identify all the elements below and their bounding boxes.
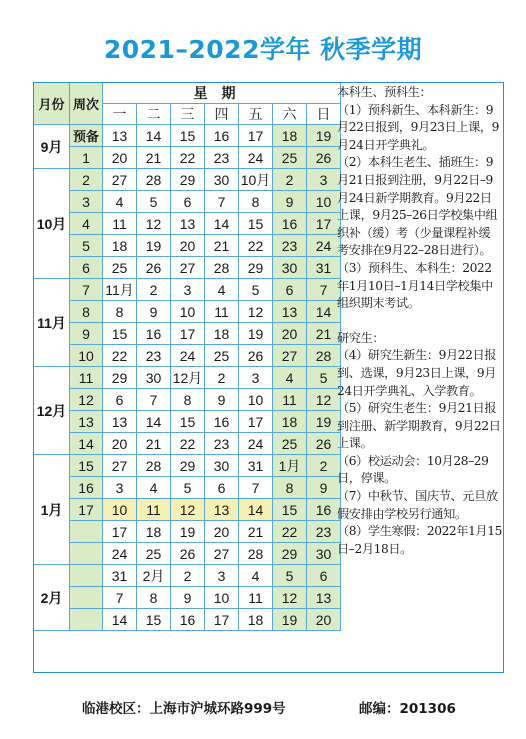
week-number: 17 bbox=[70, 499, 103, 521]
date-cell: 13 bbox=[205, 499, 239, 521]
date-cell: 12 bbox=[239, 301, 273, 323]
date-cell: 15 bbox=[137, 609, 171, 631]
date-cell: 19 bbox=[171, 521, 205, 543]
date-cell: 22 bbox=[239, 235, 273, 257]
date-cell: 25 bbox=[205, 345, 239, 367]
date-cell: 6 bbox=[205, 477, 239, 499]
date-cell: 9 bbox=[273, 191, 307, 213]
date-cell: 28 bbox=[205, 257, 239, 279]
date-cell: 17 bbox=[239, 411, 273, 433]
week-number: 5 bbox=[70, 235, 103, 257]
note-1: （1）预科新生、本科新生：9月22日报到，9月23日上课，9月24日开学典礼。 bbox=[337, 102, 499, 152]
date-cell: 27 bbox=[103, 169, 137, 191]
page-title: 2021–2022学年 秋季学期 bbox=[103, 35, 423, 64]
date-cell: 21 bbox=[307, 323, 341, 345]
week-number: 8 bbox=[70, 301, 103, 323]
month-label: 1月 bbox=[34, 455, 70, 565]
date-cell: 26 bbox=[137, 257, 171, 279]
week-number: 预备 bbox=[70, 125, 103, 147]
date-cell: 31 bbox=[307, 257, 341, 279]
date-cell: 8 bbox=[103, 301, 137, 323]
date-cell: 9 bbox=[171, 587, 205, 609]
date-cell: 19 bbox=[307, 411, 341, 433]
date-cell: 5 bbox=[273, 565, 307, 587]
date-cell: 17 bbox=[171, 323, 205, 345]
date-cell: 30 bbox=[137, 367, 171, 389]
date-cell: 11 bbox=[103, 213, 137, 235]
date-cell: 20 bbox=[307, 609, 341, 631]
date-cell: 21 bbox=[137, 433, 171, 455]
date-cell: 4 bbox=[103, 191, 137, 213]
date-cell: 19 bbox=[239, 323, 273, 345]
date-cell: 13 bbox=[273, 301, 307, 323]
date-cell: 11 bbox=[137, 499, 171, 521]
date-cell: 4 bbox=[273, 367, 307, 389]
date-cell: 21 bbox=[137, 147, 171, 169]
date-cell: 15 bbox=[273, 499, 307, 521]
date-cell: 8 bbox=[239, 191, 273, 213]
week-header: 周次 bbox=[70, 83, 103, 125]
date-cell: 13 bbox=[103, 125, 137, 147]
date-cell: 27 bbox=[103, 455, 137, 477]
date-cell: 15 bbox=[171, 125, 205, 147]
month-label: 2月 bbox=[34, 565, 70, 631]
date-cell: 2 bbox=[137, 279, 171, 301]
date-cell: 12月 bbox=[171, 367, 205, 389]
date-cell: 10月 bbox=[239, 169, 273, 191]
month-label: 10月 bbox=[34, 169, 70, 279]
date-cell: 30 bbox=[307, 543, 341, 565]
note-undergrad-head: 本科生、预科生： bbox=[337, 85, 432, 99]
weekday-cell: 一 bbox=[103, 104, 137, 125]
date-cell: 7 bbox=[239, 477, 273, 499]
weekday-cell: 六 bbox=[273, 104, 307, 125]
date-cell: 6 bbox=[103, 389, 137, 411]
date-cell: 9 bbox=[137, 301, 171, 323]
date-cell: 7 bbox=[137, 389, 171, 411]
date-cell: 2 bbox=[171, 565, 205, 587]
date-cell: 19 bbox=[137, 235, 171, 257]
date-cell: 3 bbox=[171, 279, 205, 301]
date-cell: 21 bbox=[239, 521, 273, 543]
note-6: （6）校运动会：10月28–29日，停课。 bbox=[337, 453, 489, 486]
date-cell: 30 bbox=[205, 169, 239, 191]
date-cell: 6 bbox=[307, 565, 341, 587]
date-cell: 10 bbox=[103, 499, 137, 521]
date-cell: 3 bbox=[239, 367, 273, 389]
weekday-cell: 四 bbox=[205, 104, 239, 125]
date-cell: 29 bbox=[239, 257, 273, 279]
date-cell: 7 bbox=[205, 191, 239, 213]
date-cell: 7 bbox=[103, 587, 137, 609]
date-cell: 6 bbox=[171, 191, 205, 213]
date-cell: 13 bbox=[103, 411, 137, 433]
date-cell: 12 bbox=[171, 499, 205, 521]
date-cell: 10 bbox=[307, 191, 341, 213]
note-7: （7）中秋节、国庆节、元旦放假安排由学校另行通知。 bbox=[337, 489, 498, 521]
date-cell: 15 bbox=[239, 213, 273, 235]
date-cell: 24 bbox=[239, 147, 273, 169]
date-cell: 20 bbox=[103, 433, 137, 455]
date-cell: 25 bbox=[273, 433, 307, 455]
date-cell: 17 bbox=[205, 609, 239, 631]
date-cell: 11 bbox=[239, 587, 273, 609]
date-cell: 2月 bbox=[137, 565, 171, 587]
weekday-cell: 日 bbox=[307, 104, 341, 125]
date-cell: 4 bbox=[239, 565, 273, 587]
date-cell: 11 bbox=[205, 301, 239, 323]
date-cell: 9 bbox=[307, 477, 341, 499]
date-cell: 13 bbox=[171, 213, 205, 235]
date-cell: 24 bbox=[103, 543, 137, 565]
note-5: （5）研究生老生：9月21日报到注册、新学期教育，9月22日上课。 bbox=[337, 401, 501, 451]
week-number: 16 bbox=[70, 477, 103, 499]
date-cell: 6 bbox=[273, 279, 307, 301]
date-cell: 27 bbox=[205, 543, 239, 565]
date-cell: 5 bbox=[137, 191, 171, 213]
date-cell: 23 bbox=[205, 433, 239, 455]
date-cell: 11 bbox=[273, 389, 307, 411]
date-cell: 18 bbox=[273, 411, 307, 433]
week-number: 6 bbox=[70, 257, 103, 279]
date-cell: 9 bbox=[205, 389, 239, 411]
week-number: 1 bbox=[70, 147, 103, 169]
note-3: （3）预科生、本科生：2022年1月10日–1月14日学校集中组织期末考试。 bbox=[337, 260, 493, 311]
date-cell: 31 bbox=[239, 455, 273, 477]
notes-panel bbox=[337, 84, 502, 558]
weekday-cell: 三 bbox=[171, 104, 205, 125]
date-cell: 26 bbox=[239, 345, 273, 367]
date-cell: 30 bbox=[205, 455, 239, 477]
date-cell: 22 bbox=[103, 345, 137, 367]
date-cell: 2 bbox=[273, 169, 307, 191]
postcode: 邮编：201306 bbox=[359, 701, 456, 717]
date-cell: 25 bbox=[137, 543, 171, 565]
note-4: （4）研究生新生：9月22日报到、选课，9月23日上课，9月24日开学典礼、入学教育。 bbox=[337, 348, 497, 398]
date-cell: 25 bbox=[103, 257, 137, 279]
week-number: 15 bbox=[70, 455, 103, 477]
date-cell: 5 bbox=[239, 279, 273, 301]
date-cell: 10 bbox=[239, 389, 273, 411]
date-cell: 26 bbox=[307, 433, 341, 455]
weekday-cell: 五 bbox=[239, 104, 273, 125]
date-cell: 5 bbox=[307, 367, 341, 389]
week-number: 10 bbox=[70, 345, 103, 367]
date-cell: 8 bbox=[137, 587, 171, 609]
date-cell: 14 bbox=[307, 301, 341, 323]
week-number: 13 bbox=[70, 411, 103, 433]
month-label: 12月 bbox=[34, 367, 70, 455]
month-header: 月份 bbox=[34, 83, 70, 125]
date-cell: 16 bbox=[273, 213, 307, 235]
campus-address: 临港校区：上海市沪城环路999号 bbox=[82, 701, 286, 717]
week-number: 7 bbox=[70, 279, 103, 301]
date-cell: 23 bbox=[307, 521, 341, 543]
week-number: 9 bbox=[70, 323, 103, 345]
date-cell: 20 bbox=[171, 235, 205, 257]
date-cell: 27 bbox=[273, 345, 307, 367]
week-number: 4 bbox=[70, 213, 103, 235]
date-cell: 28 bbox=[307, 345, 341, 367]
date-cell: 8 bbox=[273, 477, 307, 499]
date-cell: 7 bbox=[307, 279, 341, 301]
date-cell: 5 bbox=[171, 477, 205, 499]
date-cell: 24 bbox=[171, 345, 205, 367]
date-cell: 17 bbox=[239, 125, 273, 147]
date-cell: 17 bbox=[103, 521, 137, 543]
date-cell: 2 bbox=[307, 455, 341, 477]
date-cell: 10 bbox=[171, 301, 205, 323]
date-cell: 23 bbox=[205, 147, 239, 169]
note-8: （8）学生寒假：2022年1月15日–2月18日。 bbox=[337, 524, 502, 556]
date-cell: 28 bbox=[239, 543, 273, 565]
date-cell: 15 bbox=[103, 323, 137, 345]
date-cell: 21 bbox=[205, 235, 239, 257]
date-cell: 27 bbox=[171, 257, 205, 279]
date-cell: 29 bbox=[103, 367, 137, 389]
date-cell: 10 bbox=[205, 587, 239, 609]
weekday-cell: 二 bbox=[137, 104, 171, 125]
date-cell: 12 bbox=[307, 389, 341, 411]
date-cell: 4 bbox=[205, 279, 239, 301]
date-cell: 14 bbox=[137, 411, 171, 433]
date-cell: 16 bbox=[171, 609, 205, 631]
month-label: 11月 bbox=[34, 279, 70, 367]
note-2: （2）本科生老生、插班生：9月21日报到注册，9月22日–9月24日新学期教育。9月22日上课，9月25–26日学校集中组织补（缓）考（少量课程补缓考安排在9月22–28日进行）。 bbox=[337, 155, 498, 258]
date-cell: 29 bbox=[171, 455, 205, 477]
week-number: 2 bbox=[70, 169, 103, 191]
date-cell: 29 bbox=[273, 543, 307, 565]
date-cell: 15 bbox=[171, 411, 205, 433]
weekday-header: 星期 bbox=[103, 83, 341, 104]
date-cell: 16 bbox=[137, 323, 171, 345]
date-cell: 20 bbox=[273, 323, 307, 345]
date-cell: 19 bbox=[273, 609, 307, 631]
date-cell: 28 bbox=[137, 455, 171, 477]
date-cell: 18 bbox=[137, 521, 171, 543]
date-cell: 28 bbox=[137, 169, 171, 191]
date-cell: 24 bbox=[307, 235, 341, 257]
date-cell: 31 bbox=[103, 565, 137, 587]
date-cell: 19 bbox=[307, 125, 341, 147]
date-cell: 8 bbox=[171, 389, 205, 411]
date-cell: 11月 bbox=[103, 279, 137, 301]
date-cell: 20 bbox=[205, 521, 239, 543]
date-cell: 1月 bbox=[273, 455, 307, 477]
date-cell: 4 bbox=[137, 477, 171, 499]
date-cell: 12 bbox=[137, 213, 171, 235]
date-cell: 12 bbox=[273, 587, 307, 609]
date-cell: 18 bbox=[239, 609, 273, 631]
date-cell: 26 bbox=[307, 147, 341, 169]
date-cell: 29 bbox=[171, 169, 205, 191]
date-cell: 30 bbox=[273, 257, 307, 279]
date-cell: 3 bbox=[307, 169, 341, 191]
week-number: 14 bbox=[70, 433, 103, 455]
week-number: 3 bbox=[70, 191, 103, 213]
week-number: 11 bbox=[70, 367, 103, 389]
date-cell: 24 bbox=[239, 433, 273, 455]
date-cell: 14 bbox=[137, 125, 171, 147]
week-number: 12 bbox=[70, 389, 103, 411]
date-cell: 18 bbox=[205, 323, 239, 345]
month-label: 9月 bbox=[34, 125, 70, 169]
date-cell: 16 bbox=[307, 499, 341, 521]
date-cell: 2 bbox=[205, 367, 239, 389]
date-cell: 3 bbox=[205, 565, 239, 587]
date-cell: 20 bbox=[103, 147, 137, 169]
date-cell: 3 bbox=[103, 477, 137, 499]
date-cell: 14 bbox=[239, 499, 273, 521]
date-cell: 18 bbox=[103, 235, 137, 257]
date-cell: 22 bbox=[273, 521, 307, 543]
date-cell: 22 bbox=[171, 147, 205, 169]
note-grad-head: 研究生： bbox=[337, 330, 385, 345]
date-cell: 17 bbox=[307, 213, 341, 235]
date-cell: 14 bbox=[205, 213, 239, 235]
date-cell: 13 bbox=[307, 587, 341, 609]
date-cell: 18 bbox=[273, 125, 307, 147]
date-cell: 14 bbox=[103, 609, 137, 631]
date-cell: 16 bbox=[205, 125, 239, 147]
date-cell: 22 bbox=[171, 433, 205, 455]
date-cell: 26 bbox=[171, 543, 205, 565]
date-cell: 23 bbox=[273, 235, 307, 257]
date-cell: 23 bbox=[137, 345, 171, 367]
date-cell: 25 bbox=[273, 147, 307, 169]
date-cell: 16 bbox=[205, 411, 239, 433]
